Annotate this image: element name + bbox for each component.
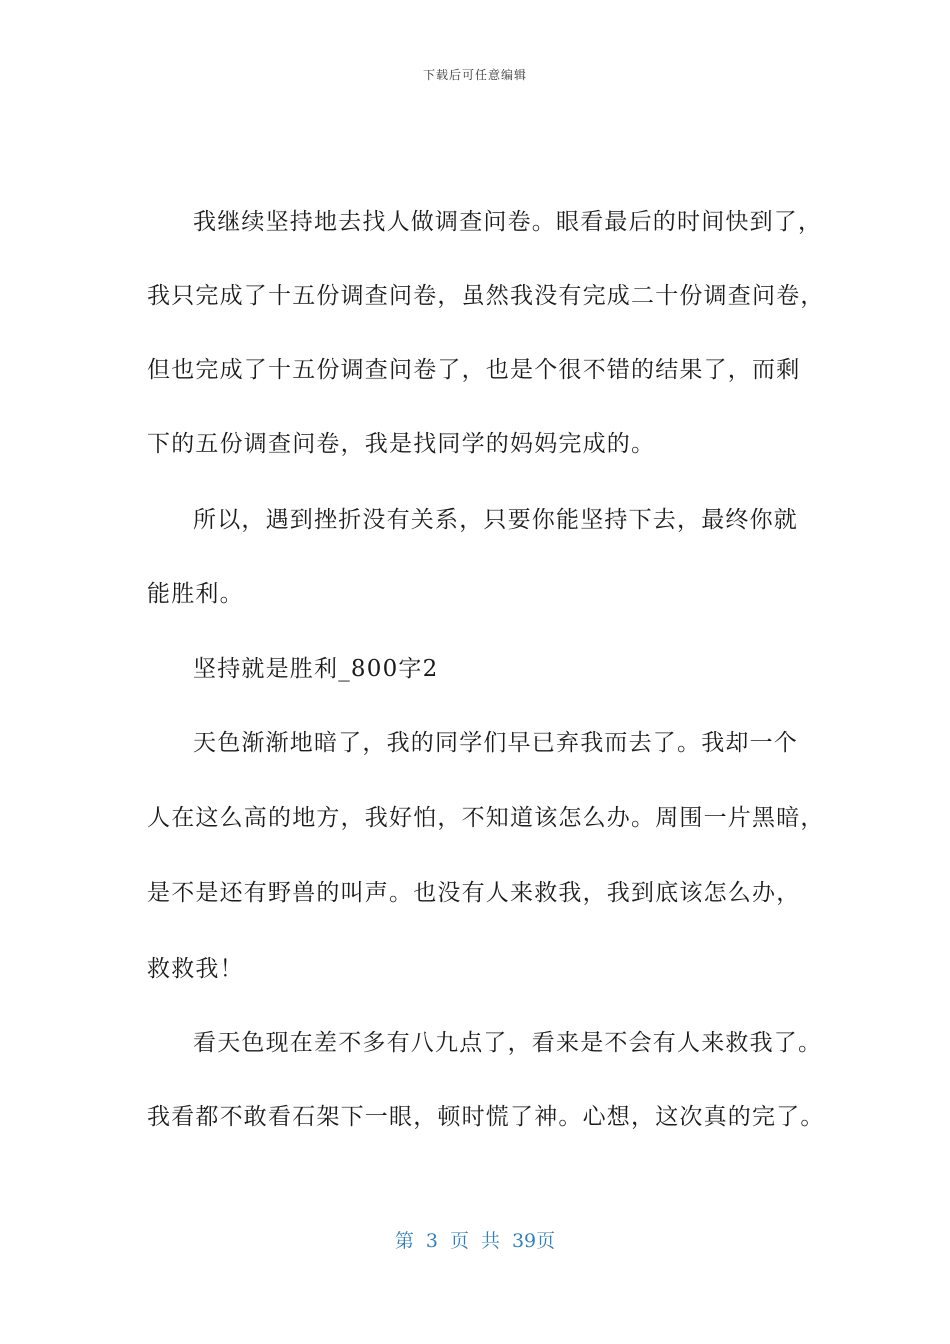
current-page-number: 3	[425, 1230, 438, 1252]
paragraph-line: 能胜利。	[147, 581, 244, 607]
paragraph-line: 人在这么高的地方，我好怕，不知道该怎么办。周围一片黑暗，	[147, 805, 825, 831]
paragraph-line: 是不是还有野兽的叫声。也没有人来救我，我到底该怎么办，	[147, 880, 801, 906]
paragraph-line: 救救我！	[147, 956, 244, 982]
page-header-note: 下载后可任意编辑	[422, 68, 527, 82]
page-prefix: 第	[394, 1230, 414, 1252]
paragraph-line: 但也完成了十五份调查问卷了，也是个很不错的结果了，而剩	[147, 357, 801, 383]
paragraph-line: 我继续坚持地去找人做调查问卷。眼看最后的时间快到了，	[193, 209, 823, 235]
paragraph-line: 看天色现在差不多有八九点了，看来是不会有人来救我了。	[193, 1030, 823, 1056]
paragraph-line: 天色渐渐地暗了，我的同学们早已弃我而去了。我却一个	[193, 730, 798, 756]
total-pages: 39页	[511, 1230, 556, 1252]
total-label: 共	[480, 1230, 500, 1252]
page-footer	[0, 1226, 950, 1253]
page-suffix: 页	[449, 1230, 469, 1252]
paragraph-line: 我只完成了十五份调查问卷，虽然我没有完成二十份调查问卷，	[147, 283, 825, 309]
paragraph-line: 所以，遇到挫折没有关系，只要你能坚持下去，最终你就	[193, 507, 798, 533]
section-heading: 坚持就是胜利_800字2	[193, 656, 439, 682]
paragraph-line: 我看都不敢看石架下一眼，顿时慌了神。心想，这次真的完了。	[147, 1104, 825, 1130]
paragraph-line: 下的五份调查问卷，我是找同学的妈妈完成的。	[147, 431, 656, 457]
